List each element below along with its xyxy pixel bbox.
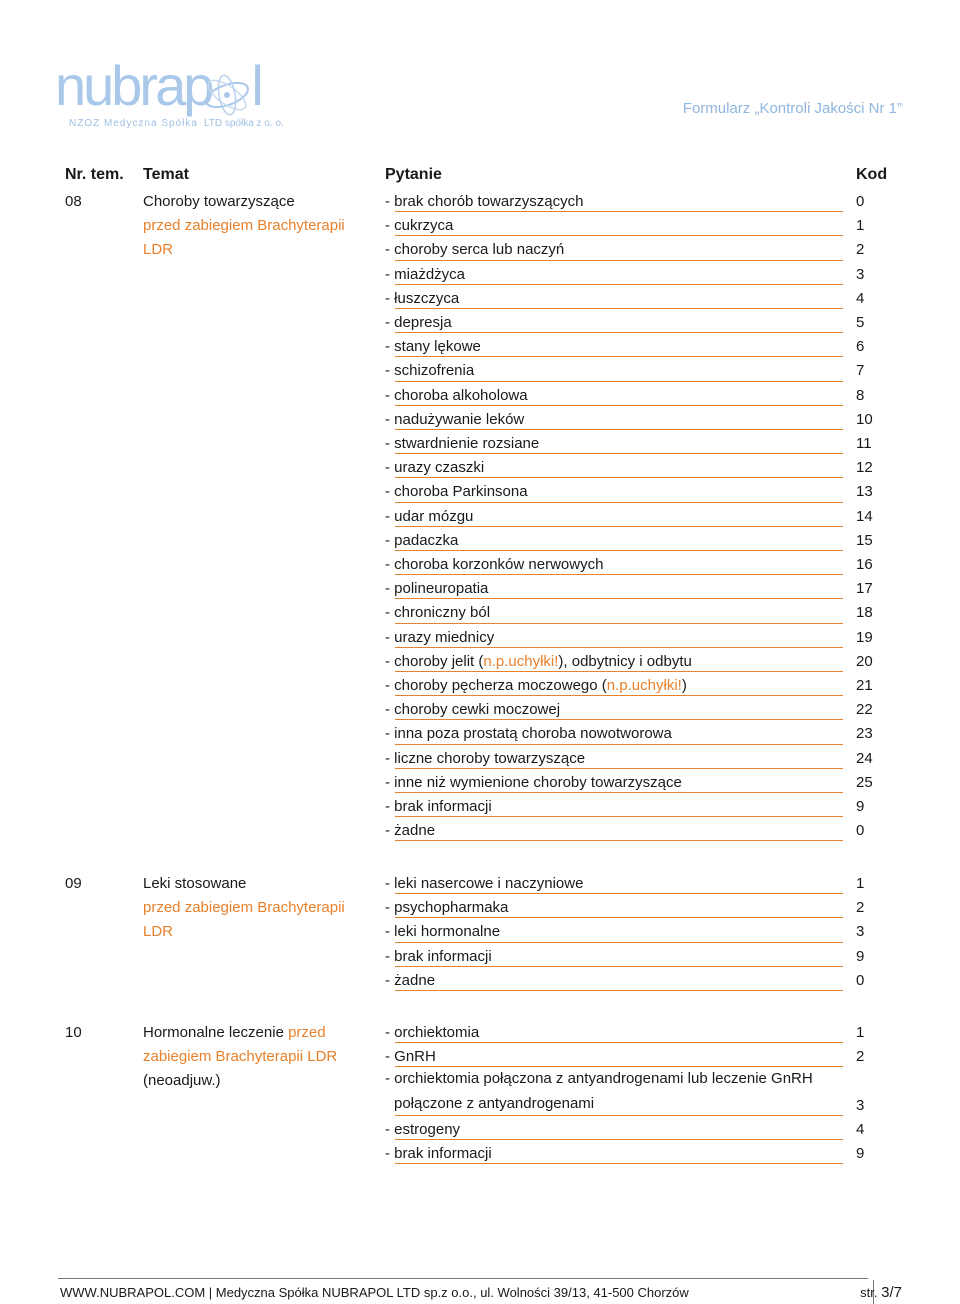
question-text: - stwardnienie rozsiane — [385, 435, 540, 452]
question-code: 0 — [856, 822, 865, 840]
answer-underline — [395, 381, 843, 382]
answer-underline — [395, 356, 843, 357]
question-text: - leki nasercowe i naczyniowe — [385, 875, 584, 892]
question-label — [385, 435, 539, 453]
question-text: - inna poza prostatą choroba nowotworowa — [385, 725, 672, 743]
question-row — [385, 311, 843, 335]
question-label — [385, 217, 453, 235]
section-topic — [143, 190, 375, 263]
logo-subtitle: NZOZ Medyczna Spółka — [69, 118, 198, 129]
question-label — [385, 1145, 492, 1163]
question-text: - żadne — [385, 822, 436, 840]
logo-wordmark: nubrap — [55, 54, 212, 117]
answer-underline — [395, 598, 843, 599]
question-label-part: ) — [681, 677, 687, 694]
question-text: - leki hormonalne — [385, 923, 501, 941]
question-text: - GnRH — [385, 1048, 436, 1066]
question-code: 21 — [856, 677, 873, 694]
page-number — [860, 1284, 902, 1301]
answer-underline — [395, 550, 843, 551]
question-row — [385, 969, 843, 993]
question-code: 20 — [856, 652, 873, 670]
question-text: - udar mózgu — [385, 507, 474, 525]
question-text: - orchiektomia połączona z antyandrogenami lub leczenie GnRH — [385, 1070, 813, 1088]
question-text: - brak informacji — [385, 798, 492, 815]
question-code: 16 — [856, 556, 873, 573]
answer-underline — [395, 792, 843, 793]
question-text: - orchiektomia — [385, 1024, 480, 1041]
question-text: - estrogeny — [385, 1120, 461, 1138]
question-text: - cukrzyca — [385, 217, 454, 235]
question-code: 10 — [856, 410, 873, 428]
question-label — [385, 532, 458, 550]
question-code: 23 — [856, 725, 873, 743]
topic-qualifier: przed zabiegiem Brachyterapii LDR — [143, 217, 345, 259]
question-row — [385, 674, 843, 698]
question-code: 5 — [856, 314, 865, 331]
answer-underline — [395, 966, 843, 967]
question-row — [385, 722, 843, 746]
answer-underline — [395, 647, 843, 648]
column-header-nr: Nr. tem. — [65, 166, 124, 183]
question-text: - polineuropatia — [385, 580, 489, 598]
question-row — [385, 601, 843, 625]
question-label — [385, 1121, 460, 1139]
question-code: 1 — [856, 217, 865, 235]
question-label — [385, 923, 500, 941]
answer-underline — [395, 574, 843, 575]
question-row — [385, 335, 843, 359]
answer-underline — [395, 284, 843, 285]
question-code: 1 — [856, 1024, 865, 1041]
question-label — [385, 629, 494, 647]
question-row — [385, 1045, 843, 1069]
question-text: - choroba alkoholowa — [385, 386, 528, 404]
question-row — [385, 795, 843, 819]
question-code: 9 — [856, 947, 865, 965]
question-code: 3 — [856, 1096, 865, 1114]
question-row — [385, 432, 843, 456]
question-text: - żadne — [385, 971, 436, 989]
question-label — [385, 774, 682, 792]
question-code: 11 — [856, 435, 872, 452]
question-row — [385, 1069, 843, 1117]
question-text: - liczne choroby towarzyszące — [385, 749, 586, 767]
question-text: - padaczka — [385, 531, 459, 549]
question-row — [385, 747, 843, 771]
question-row — [385, 698, 843, 722]
question-text: - łuszczyca — [385, 289, 460, 307]
question-text: - brak chorób towarzyszących — [385, 193, 584, 210]
question-code: 25 — [856, 773, 873, 791]
answer-underline — [395, 816, 843, 817]
atom-orbit-icon — [187, 57, 277, 121]
question-row — [385, 359, 843, 383]
question-row — [385, 505, 843, 529]
question-code: 0 — [856, 193, 865, 210]
question-row — [385, 480, 843, 504]
question-text: - psychopharmaka — [385, 899, 509, 917]
topic-qualifier: przed zabiegiem Brachyterapii LDR — [143, 899, 345, 941]
question-label — [385, 387, 528, 405]
question-label — [385, 241, 564, 259]
answer-underline — [395, 235, 843, 236]
question-code: 17 — [856, 580, 873, 598]
question-code: 3 — [856, 923, 865, 941]
answer-underline — [395, 695, 843, 696]
question-text: - brak informacji — [385, 1145, 492, 1162]
question-code: 1 — [856, 875, 865, 892]
question-row — [385, 384, 843, 408]
column-header-topic: Temat — [143, 166, 189, 183]
page-count: 3/7 — [881, 1284, 902, 1301]
answer-underline — [395, 1163, 843, 1164]
question-text: - choroba korzonków nerwowych — [385, 556, 604, 573]
question-code: 8 — [856, 386, 865, 404]
question-label — [385, 653, 692, 671]
question-code: 12 — [856, 459, 873, 477]
logo-subtitle-ltd: LTD spółka z o. o. — [203, 118, 284, 129]
question-label — [385, 948, 492, 966]
question-text: - urazy czaszki — [385, 459, 485, 477]
answer-underline — [395, 942, 843, 943]
question-code: 22 — [856, 701, 873, 719]
topic-title: Hormonalne leczenie — [143, 1024, 284, 1041]
form-title: Formularz „Kontroli Jakości Nr 1” — [682, 100, 902, 117]
answer-underline — [395, 893, 843, 894]
answer-underline — [395, 671, 843, 672]
answer-underline — [395, 526, 843, 527]
question-label — [385, 314, 452, 332]
question-code: 19 — [856, 628, 873, 646]
answer-underline — [395, 453, 843, 454]
question-label — [385, 677, 687, 695]
question-code: 9 — [856, 798, 865, 815]
section-topic — [143, 1021, 363, 1094]
question-row — [385, 819, 843, 843]
question-label — [385, 338, 481, 356]
question-row — [385, 1118, 843, 1142]
question-row — [385, 408, 843, 432]
question-label — [385, 1048, 436, 1066]
answer-underline — [395, 1115, 843, 1116]
question-row — [385, 920, 843, 944]
question-label — [385, 899, 508, 917]
question-code: 9 — [856, 1145, 865, 1162]
question-row — [385, 577, 843, 601]
question-label — [385, 822, 435, 840]
question-code: 7 — [856, 362, 865, 380]
question-row — [385, 214, 843, 238]
question-text: - brak informacji — [385, 947, 492, 965]
answer-underline — [395, 744, 843, 745]
answer-underline — [395, 623, 843, 624]
question-label — [385, 725, 672, 743]
question-row — [385, 945, 843, 969]
question-text: - urazy miednicy — [385, 628, 495, 646]
question-label-part: ), odbytnicy i odbytu — [558, 652, 692, 670]
question-label — [385, 604, 490, 622]
question-text: - nadużywanie leków — [385, 410, 525, 428]
question-text: - schizofrenia — [385, 362, 475, 380]
footer-divider — [58, 1278, 868, 1279]
question-row — [385, 553, 843, 577]
question-label — [385, 1067, 845, 1115]
question-text: - choroby serca lub naczyń — [385, 241, 565, 259]
question-text: - chroniczny ból — [385, 604, 491, 622]
question-row — [385, 529, 843, 553]
topic-tail: (neoadjuw.) — [143, 1072, 221, 1090]
question-label-note: n.p.uchyłki! — [606, 677, 682, 694]
answer-underline — [395, 840, 843, 841]
question-label-note: n.p.uchyłki! — [483, 652, 559, 670]
question-label-part: - choroby jelit ( — [385, 652, 484, 670]
question-row — [385, 872, 843, 896]
question-row — [385, 238, 843, 262]
answer-underline — [395, 429, 843, 430]
question-label — [385, 556, 603, 574]
question-code: 2 — [856, 1048, 865, 1066]
answer-underline — [395, 1042, 843, 1043]
question-code: 4 — [856, 289, 865, 307]
answer-underline — [395, 260, 843, 261]
question-label — [385, 875, 583, 893]
topic-title: Choroby towarzyszące — [143, 193, 295, 210]
footer-address: WWW.NUBRAPOL.COM | Medyczna Spółka NUBRAPOL LTD sp.z o.o., ul. Wolności 39/13, 41-500 Chorzów — [60, 1285, 689, 1300]
question-label — [385, 193, 583, 211]
question-row — [385, 626, 843, 650]
question-text: - choroby cewki moczowej — [385, 701, 561, 719]
question-text: - inne niż wymienione choroby towarzyszące — [385, 773, 682, 791]
question-row — [385, 1021, 843, 1045]
answer-underline — [395, 477, 843, 478]
question-code: 14 — [856, 507, 873, 525]
question-code: 24 — [856, 749, 873, 767]
question-text: - miażdżyca — [385, 265, 466, 283]
company-logo — [55, 54, 284, 135]
question-row — [385, 287, 843, 311]
answer-underline — [395, 1139, 843, 1140]
question-label-part: - choroby pęcherza moczowego ( — [385, 677, 607, 694]
question-code: 0 — [856, 971, 865, 989]
question-row — [385, 190, 843, 214]
question-code: 2 — [856, 241, 865, 259]
question-text: - stany lękowe — [385, 338, 481, 356]
question-text: - depresja — [385, 314, 452, 331]
page-prefix: str. — [860, 1285, 878, 1300]
question-row — [385, 263, 843, 287]
question-label — [385, 701, 560, 719]
question-code: 2 — [856, 899, 865, 917]
question-label — [385, 972, 435, 990]
answer-underline — [395, 405, 843, 406]
question-label — [385, 459, 484, 477]
question-label — [385, 508, 473, 526]
question-text-continued: połączone z antyandrogenami — [394, 1094, 595, 1112]
question-code: 18 — [856, 604, 873, 622]
question-row — [385, 771, 843, 795]
logo-wordmark-tail: l — [251, 54, 261, 117]
section-number: 08 — [65, 193, 82, 210]
question-label — [385, 483, 528, 501]
question-text: - choroba Parkinsona — [385, 483, 528, 501]
question-row — [385, 650, 843, 674]
question-label — [385, 362, 474, 380]
question-code: 3 — [856, 265, 865, 283]
question-label — [385, 1024, 479, 1042]
question-label — [385, 266, 465, 284]
question-label — [385, 580, 488, 598]
answer-underline — [395, 990, 843, 991]
question-label — [385, 290, 459, 308]
answer-underline — [395, 502, 843, 503]
question-label — [385, 750, 585, 768]
question-code: 15 — [856, 531, 873, 549]
section-number: 09 — [65, 875, 82, 892]
section-number: 10 — [65, 1024, 82, 1041]
answer-underline — [395, 211, 843, 212]
answer-underline — [395, 332, 843, 333]
question-label — [385, 411, 524, 429]
question-row — [385, 456, 843, 480]
question-code: 6 — [856, 338, 865, 356]
question-code: 4 — [856, 1120, 865, 1138]
answer-underline — [395, 308, 843, 309]
topic-qualifier: przed zabiegiem Brachyterapii LDR — [143, 1024, 338, 1066]
question-code: 13 — [856, 483, 873, 501]
answer-underline — [395, 719, 843, 720]
column-header-question: Pytanie — [385, 166, 442, 183]
question-label — [385, 798, 492, 816]
answer-underline — [395, 768, 843, 769]
topic-title: Leki stosowane — [143, 875, 247, 892]
answer-underline — [395, 917, 843, 918]
section-topic — [143, 872, 375, 945]
question-row — [385, 1142, 843, 1166]
column-header-code: Kod — [856, 166, 888, 183]
question-row — [385, 896, 843, 920]
